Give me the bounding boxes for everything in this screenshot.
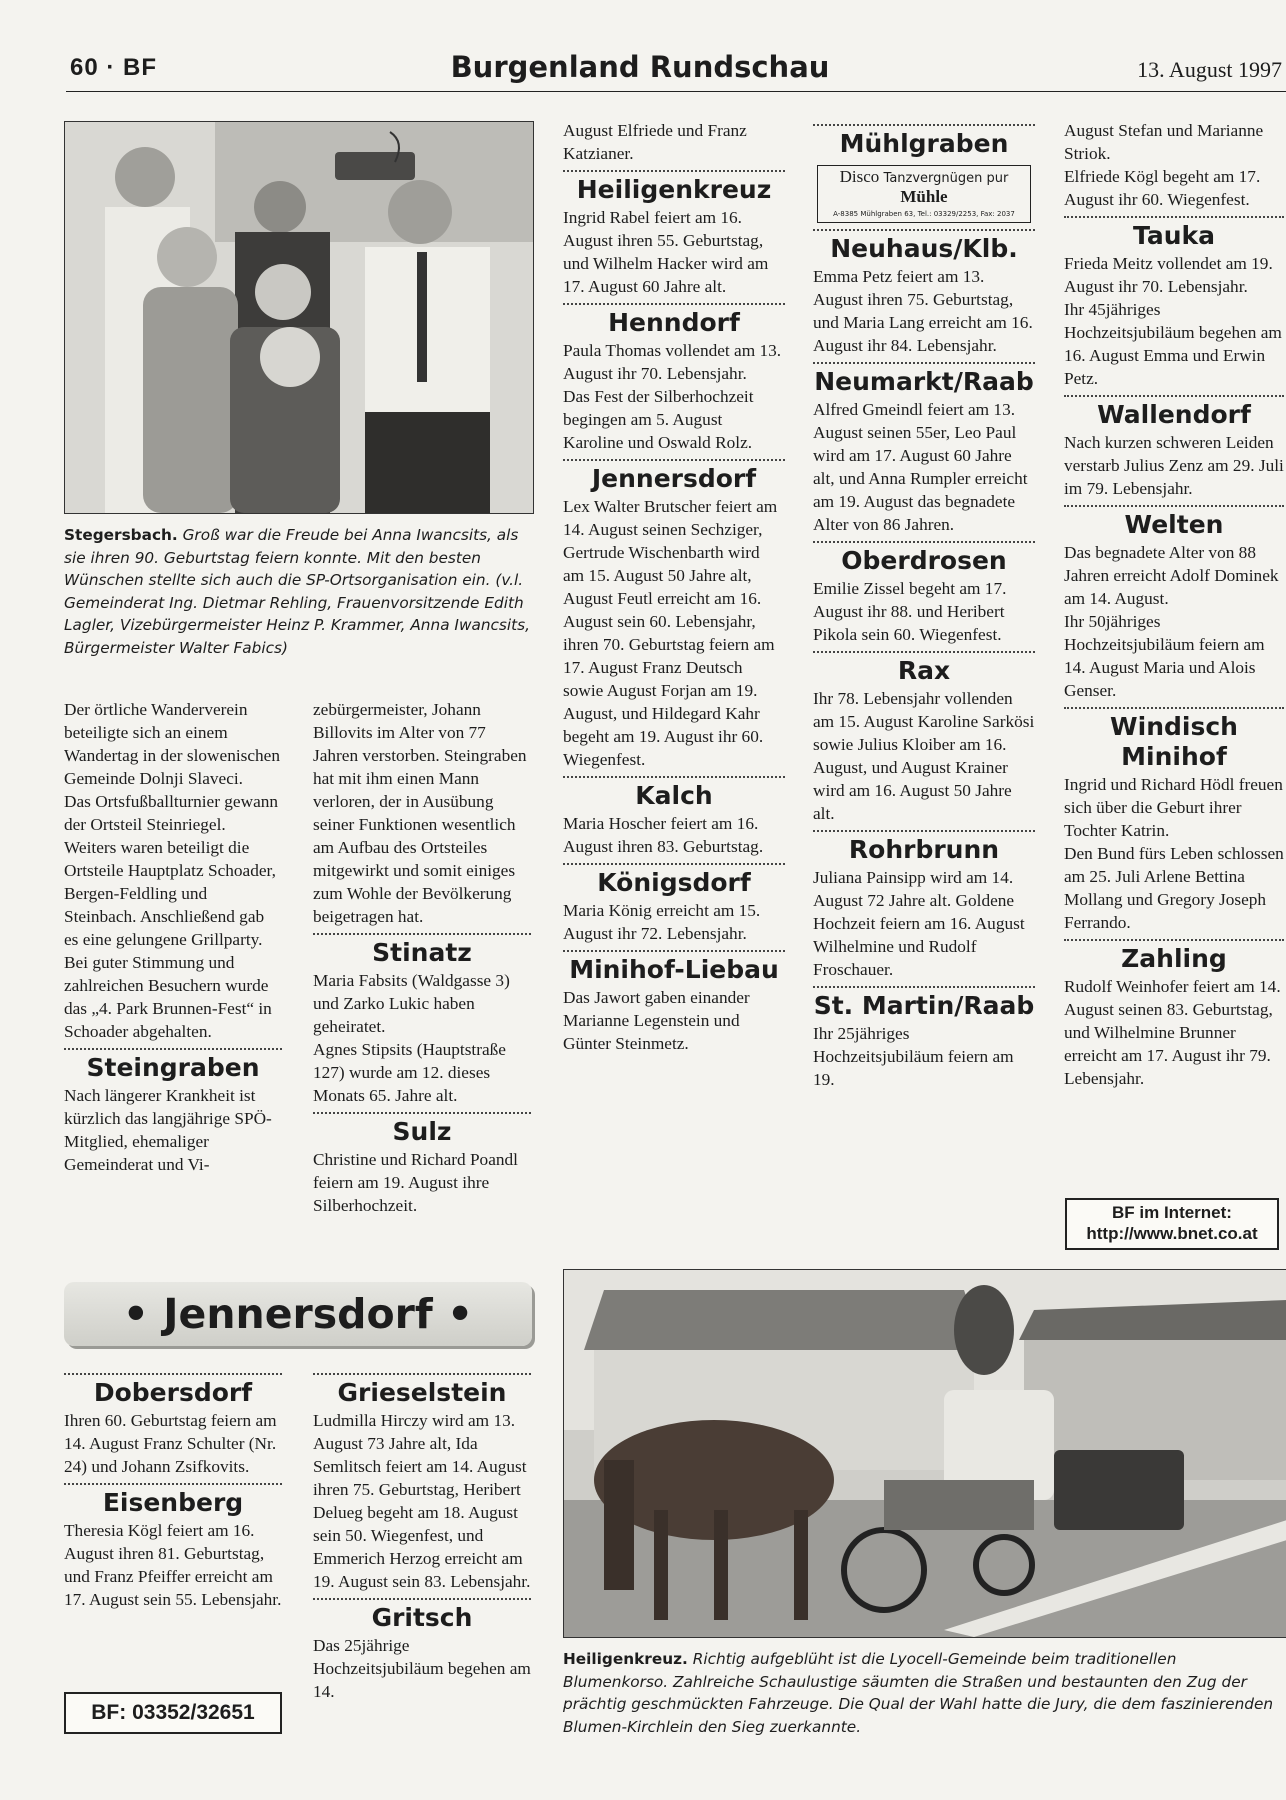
article-paragraph: Nach längerer Krankheit ist kürzlich das langjährige SPÖ-Mitglied, ehemaliger Gemeinderat und Vi- [64, 1086, 272, 1174]
internet-url[interactable]: http://www.bnet.co.at [1086, 1224, 1258, 1243]
top-photo-caption [64, 524, 532, 659]
article-paragraph: Ihr 78. Lebensjahr vollenden am 15. August Karoline Sarkösi sowie Julius Kloiber am 16. August, und August Krainer wird am 16. August 50 Jahre alt. [813, 689, 1035, 823]
section-divider [313, 933, 531, 935]
column-4 [813, 119, 1035, 1091]
article-paragraph: Lex Walter Brutscher feiert am 14. August seinen Sechziger, Gertrude Wischenbarth wird am 15. August 50 Jahre alt, August Feutl erreicht am 16. August sein 60. Lebensjahr, ihren 70. Geburtstag feiern am 17. August Franz Deutsch sowie August Forjan am 19. August, und Hildegard Kahr begeht am 19. August ihr 60. Wiegenfest. [563, 497, 778, 769]
section-divider [813, 986, 1035, 988]
section-title: Dobersdorf [93, 1378, 253, 1407]
section-title: Rax [897, 656, 951, 685]
section-title: Henndorf [608, 308, 740, 337]
section-divider [64, 1048, 282, 1050]
section-title: Stinatz [372, 938, 472, 967]
section-title: Kalch [635, 781, 713, 810]
section-divider [313, 1598, 531, 1600]
article-paragraph: Christine und Richard Poandl feiern am 19. August ihre Silberhochzeit. [313, 1150, 518, 1215]
article-paragraph: Ihr 45jähriges Hochzeitsjubiläum begehen am 16. August Emma und Erwin Petz. [1064, 300, 1282, 388]
section-divider [563, 776, 785, 778]
article-paragraph: Der örtliche Wanderverein beteiligte sich an einem Wandertag in der slowenischen Gemeinde Dolnji Slaveci. [64, 700, 280, 788]
ad-address: A-8385 Mühlgraben 63, Tel.: 03329/2253, Fax: 2037 [833, 210, 1015, 218]
article-paragraph: Emilie Zissel begeht am 17. August ihr 88. und Heribert Pikola sein 60. Wiegenfest. [813, 579, 1007, 644]
section-divider [563, 950, 785, 952]
parade-photo [563, 1269, 1286, 1638]
section-banner: • Jennersdorf • [64, 1282, 532, 1346]
section-title: Zahling [1121, 944, 1227, 973]
section-title: Tauka [1133, 221, 1215, 250]
column-5 [1064, 119, 1284, 1090]
section-divider [1064, 939, 1284, 941]
section-divider [313, 1373, 531, 1375]
article-paragraph: Elfriede Kögl begeht am 17. August ihr 60. Wiegenfest. [1064, 167, 1261, 209]
article-paragraph: Bei guter Stimmung und zahlreichen Besuchern wurde das „4. Park Brunnen-Fest“ in Schoader abgehalten. [64, 953, 272, 1041]
section-divider [813, 830, 1035, 832]
caption-text: Richtig aufgeblüht ist die Lyocell-Gemeinde beim traditionellen Blumenkorso. Zahlreiche Schaulustige säumten die Straßen und bestaunten den Zug der prächtig geschmückten Fahrzeuge. Die Qual der Wahl hatte die Jury, die dem faszinierenden Blumen-Kirchlein den Sieg zuerkannte. [563, 1650, 1274, 1736]
section-divider [64, 1483, 282, 1485]
section-title: Gritsch [371, 1603, 473, 1632]
caption-place: Stegersbach. [64, 526, 178, 544]
section-divider [813, 229, 1035, 231]
column-1 [64, 698, 282, 1176]
section-title: Welten [1124, 510, 1224, 539]
section-divider [813, 541, 1035, 543]
column-3 [563, 119, 785, 1055]
caption-text: Groß war die Freude bei Anna Iwancsits, als sie ihren 90. Geburtstag feiern konnte. Mit den besten Wünschen stellte sich auch die SP-Ortsorganisation ein. (v.l. Gemeinderat Ing. Dietmar Rehling, Frauenvorsitzende Edith Lagler, Vizebürgermeister Heinz P. Krammer, Anna Iwancsits, Bürgermeister Walter Fabics) [64, 526, 530, 657]
section-title: Mühlgraben [839, 129, 1009, 158]
article-paragraph: Nach kurzen schweren Leiden verstarb Julius Zenz am 29. Juli im 79. Lebensjahr. [1064, 433, 1284, 498]
article-paragraph: Emma Petz feiert am 13. August ihren 75. Geburtstag, und Maria Lang erreicht am 16. August ihr 84. Lebensjahr. [813, 267, 1033, 355]
section-divider [1064, 395, 1284, 397]
article-paragraph: Das Fest der Silberhochzeit begingen am 5. August Karoline und Oswald Rolz. [563, 387, 754, 452]
article-paragraph: Frieda Meitz vollendet am 19. August ihr 70. Lebensjahr. [1064, 254, 1273, 296]
article-paragraph: Das begnadete Alter von 88 Jahren erreicht Adolf Dominek am 14. August. [1064, 543, 1279, 608]
page-label: 60 · BF [70, 54, 158, 81]
internet-box-title: BF im Internet: [1112, 1203, 1232, 1222]
section-title: Neuhaus/Klb. [830, 234, 1018, 263]
section-title: Grieselstein [337, 1378, 507, 1407]
article-paragraph: Den Bund fürs Leben schlossen am 25. Juli Arlene Bettina Mollang und Gregory Joseph Ferrando. [1064, 844, 1284, 932]
article-paragraph: Ludmilla Hirczy wird am 13. August 73 Jahre alt, Ida Semlitsch feiert am 14. August ihren 75. Geburtstag, Heribert Delueg begeht am 18. August sein 50. Wiegenfest, und Emmerich Herzog erreicht am 19. August sein 83. Lebensjahr. [313, 1411, 531, 1591]
section-title: Königsdorf [597, 868, 751, 897]
article-paragraph: Theresia Kögl feiert am 16. August ihren 81. Geburtstag, und Franz Pfeiffer erreicht am 17. August sein 55. Lebensjahr. [64, 1521, 282, 1609]
section-title: Wallendorf [1097, 400, 1251, 429]
section-divider [563, 170, 785, 172]
section-divider [64, 1373, 282, 1375]
ad-disco: Disco [839, 167, 880, 186]
section-divider [1064, 707, 1284, 709]
bottom-photo-caption [563, 1648, 1286, 1738]
section-title: Heiligenkreuz [576, 175, 772, 204]
section-divider [813, 362, 1035, 364]
section-title: Jennersdorf [591, 464, 757, 493]
article-paragraph: Juliana Painsipp wird am 14. August 72 Jahre alt. Goldene Hochzeit feiern am 16. August Wilhelmine und Rudolf Froschauer. [813, 868, 1025, 979]
caption-place: Heiligenkreuz. [563, 1650, 688, 1668]
internet-box [1065, 1198, 1279, 1250]
article-paragraph: Maria Fabsits (Waldgasse 3) und Zarko Lukic haben geheiratet. [313, 971, 510, 1036]
section-title: Minihof-Liebau [569, 955, 779, 984]
issue-date: 13. August 1997 [1137, 57, 1282, 82]
article-paragraph: zebürgermeister, Johann Billovits im Alter von 77 Jahren verstorben. Steingraben hat mit ihm einen Mann verloren, der in Ausübung seiner Funktionen wesentlich am Aufbau des Ortsteiles mitgewirkt und somit einiges zum Wohle der Bevölkerung beigetragen hat. [313, 700, 527, 926]
article-paragraph: Ihr 25jähriges Hochzeitsjubiläum feiern am 19. [813, 1024, 1014, 1089]
section-divider [813, 124, 1035, 126]
newspaper-title: Burgenland Rundschau [450, 50, 830, 84]
section-title: Neumarkt/Raab [814, 367, 1034, 396]
article-paragraph: Das Jawort gaben einander Marianne Legenstein und Günter Steinmetz. [563, 988, 750, 1053]
group-photo [64, 121, 534, 514]
section-title: Sulz [392, 1117, 452, 1146]
ad-name: Mühle [900, 187, 948, 206]
article-paragraph: Rudolf Weinhofer feiert am 14. August seinen 83. Geburtstag, und Wilhelmine Brunner erreicht am 17. August ihr 79. Lebensjahr. [1064, 977, 1281, 1088]
bottom-column-1 [64, 1368, 282, 1611]
section-divider [813, 651, 1035, 653]
section-divider [563, 459, 785, 461]
phone-box: BF: 03352/32651 [64, 1692, 282, 1734]
section-title: Windisch Minihof [1110, 712, 1238, 771]
article-paragraph: Das Ortsfußballturnier gewann der Ortsteil Steinriegel. Weiters waren beteiligt die Ortsteile Hauptplatz Schoader, Bergen-Feldling und Steinbach. Anschließend gab es eine gelungene Grillparty. [64, 792, 279, 949]
article-paragraph: August Elfriede und Franz Katzianer. [563, 121, 747, 163]
section-title: Eisenberg [102, 1488, 244, 1517]
article-paragraph: Ingrid und Richard Hödl freuen sich über die Geburt ihrer Tochter Katrin. [1064, 775, 1283, 840]
article-paragraph: Paula Thomas vollendet am 13. August ihr 70. Lebensjahr. [563, 341, 782, 383]
section-divider [313, 1112, 531, 1114]
article-paragraph: August Stefan und Marianne Striok. [1064, 121, 1264, 163]
section-divider [563, 863, 785, 865]
article-paragraph: Das 25jährige Hochzeitsjubiläum begehen am 14. [313, 1636, 531, 1701]
ad-slogan: Tanzvergnügen pur [883, 171, 1009, 186]
header-rule [66, 91, 1286, 92]
article-paragraph: Ingrid Rabel feiert am 16. August ihren 55. Geburtstag, und Wilhelm Hacker wird am 17. August 60 Jahre alt. [563, 208, 769, 296]
section-title: Oberdrosen [841, 546, 1007, 575]
column-2 [313, 698, 531, 1217]
section-title: Rohrbrunn [848, 835, 1000, 864]
article-paragraph: Agnes Stipsits (Hauptstraße 127) wurde am 12. dieses Monats 65. Jahre alt. [313, 1040, 506, 1105]
bottom-column-2 [313, 1368, 531, 1703]
section-divider [1064, 216, 1284, 218]
article-paragraph: Alfred Gmeindl feiert am 13. August seinen 55er, Leo Paul wird am 17. August 60 Jahre alt, und Anna Rumpler erreicht am 19. August das begnadete Alter von 86 Jahren. [813, 400, 1028, 534]
article-paragraph: Ihr 50jähriges Hochzeitsjubiläum feiern am 14. August Maria und Alois Genser. [1064, 612, 1265, 700]
article-paragraph: Maria Hoscher feiert am 16. August ihren 83. Geburtstag. [563, 814, 764, 856]
article-paragraph: Maria König erreicht am 15. August ihr 72. Lebensjahr. [563, 901, 761, 943]
section-title: Steingraben [86, 1053, 260, 1082]
section-divider [563, 303, 785, 305]
article-paragraph: Ihren 60. Geburtstag feiern am 14. August Franz Schulter (Nr. 24) und Johann Zsifkovits. [64, 1411, 277, 1476]
section-divider [1064, 505, 1284, 507]
section-title: St. Martin/Raab [813, 991, 1035, 1020]
disco-advertisement [817, 165, 1031, 223]
